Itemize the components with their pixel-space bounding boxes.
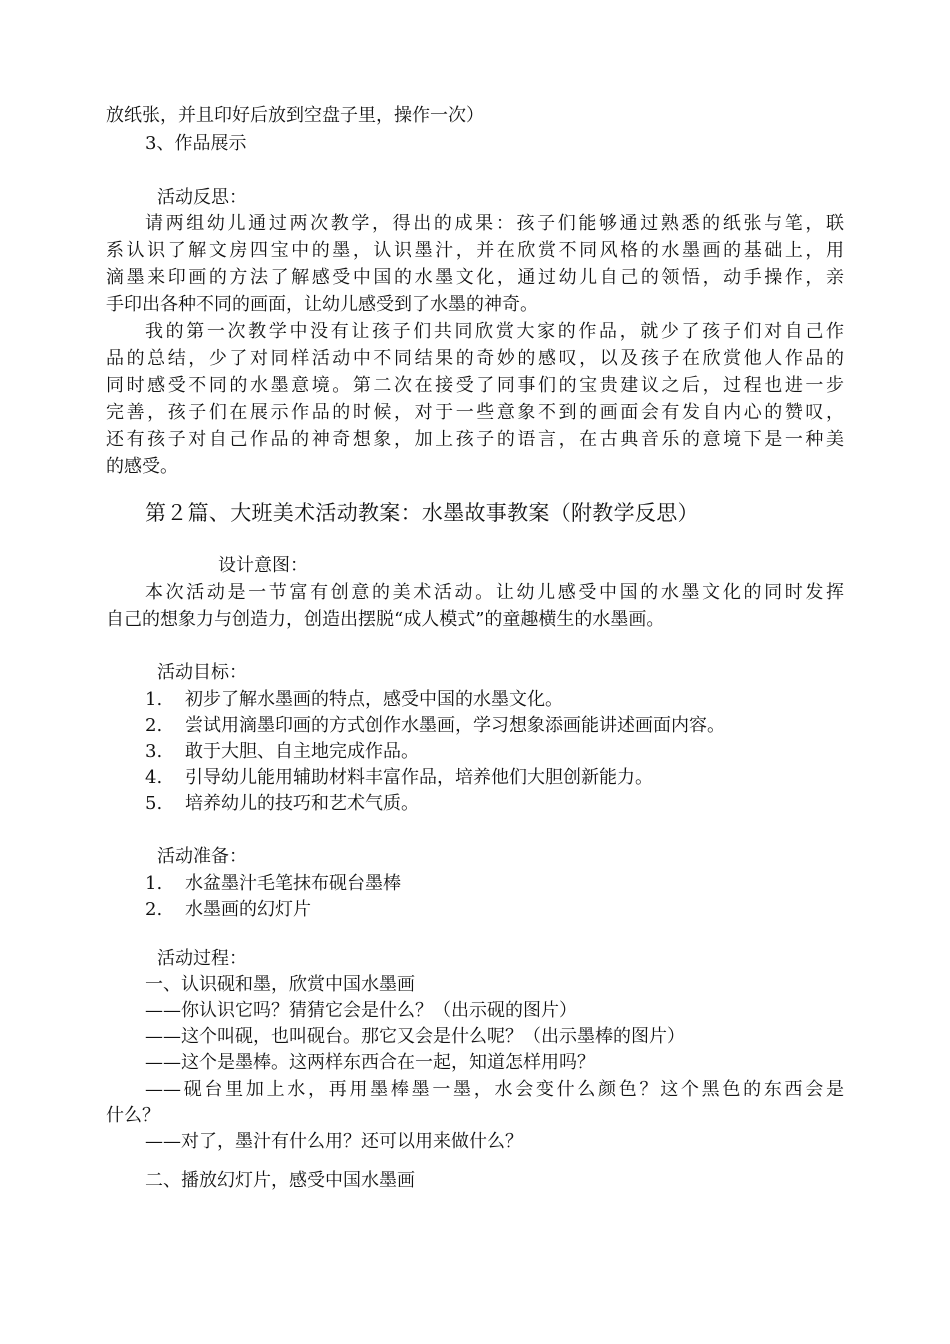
goal-text: 尝试用滴墨印画的方式创作水墨画，学习想象添画能讲述画面内容。	[185, 715, 725, 736]
goal-text: 初步了解水墨画的特点，感受中国的水墨文化。	[185, 689, 563, 710]
goal-number: 5.	[145, 793, 163, 814]
reflection-p1-line: 滴墨来印画的方法了解感受中国的水墨文化，通过幼儿自己的领悟，动手操作，亲	[106, 267, 844, 288]
goal-number: 1.	[145, 689, 163, 710]
design-heading: 设计意图：	[218, 555, 308, 576]
goal-item	[145, 687, 563, 713]
reflection-p1-line: 手印出各种不同的画面，让幼儿感受到了水墨的神奇。	[106, 294, 538, 315]
article-title: 第２篇、大班美术活动教案：水墨故事教案（附教学反思）	[145, 501, 699, 525]
goal-item	[145, 765, 653, 791]
prep-heading: 活动准备：	[157, 846, 247, 867]
goal-text: 引导幼儿能用辅助材料丰富作品，培养他们大胆创新能力。	[185, 767, 653, 788]
prep-number: 2.	[145, 899, 163, 920]
design-text-line: 自己的想象力与创造力，创造出摆脱“成人模式”的童趣横生的水墨画。	[106, 609, 665, 630]
goal-text: 敢于大胆、自主地完成作品。	[185, 741, 419, 762]
step-3-label: 3、作品展示	[145, 133, 247, 154]
prep-text: 水墨画的幻灯片	[185, 899, 311, 920]
design-text-line: 本次活动是一节富有创意的美术活动。让幼儿感受中国的水墨文化的同时发挥	[145, 582, 844, 603]
reflection-heading: 活动反思：	[157, 187, 247, 208]
goal-text: 培养幼儿的技巧和艺术气质。	[185, 793, 419, 814]
process-line: 什么？	[106, 1105, 160, 1126]
process-line: ——这个是墨棒。这两样东西合在一起，知道怎样用吗？	[145, 1052, 595, 1073]
reflection-p1-line: 请两组幼儿通过两次教学，得出的成果：孩子们能够通过熟悉的纸张与笔，联	[145, 213, 844, 234]
reflection-p2-line: 我的第一次教学中没有让孩子们共同欣赏大家的作品，就少了孩子们对自己作	[145, 321, 844, 342]
paragraph-continued-line: 放纸张，并且印好后放到空盘子里，操作一次）	[106, 105, 484, 126]
prep-item	[145, 897, 311, 923]
reflection-p2-line: 的感受。	[106, 456, 178, 477]
goals-heading: 活动目标：	[157, 662, 247, 683]
reflection-p2-line: 同时感受不同的水墨意境。第二次在接受了同事们的宝贵建议之后，过程也进一步	[106, 375, 844, 396]
process-line: ——砚台里加上水，再用墨棒墨一墨，水会变什么颜色？这个黑色的东西会是	[145, 1079, 844, 1100]
prep-number: 1.	[145, 873, 163, 894]
goal-number: 3.	[145, 741, 163, 762]
reflection-p2-line: 品的总结，少了对同样活动中不同结果的奇妙的感叹，以及孩子在欣赏他人作品的	[106, 348, 844, 369]
process-section-2: 二、播放幻灯片，感受中国水墨画	[145, 1170, 415, 1191]
prep-item	[145, 871, 401, 897]
process-section-1: 一、认识砚和墨，欣赏中国水墨画	[145, 974, 415, 995]
goal-number: 2.	[145, 715, 163, 736]
goal-number: 4.	[145, 767, 163, 788]
goal-item	[145, 739, 419, 765]
goal-item	[145, 713, 725, 739]
process-line: ——你认识它吗？猜猜它会是什么？（出示砚的图片）	[145, 1000, 577, 1021]
reflection-p2-line: 还有孩子对自己作品的神奇想象，加上孩子的语言，在古典音乐的意境下是一种美	[106, 429, 844, 450]
process-heading: 活动过程：	[157, 948, 247, 969]
goal-item	[145, 791, 419, 817]
process-line: ——这个叫砚，也叫砚台。那它又会是什么呢？（出示墨棒的图片）	[145, 1026, 685, 1047]
process-line: ——对了，墨汁有什么用？还可以用来做什么？	[145, 1131, 523, 1152]
prep-text: 水盆墨汁毛笔抹布砚台墨棒	[185, 873, 401, 894]
reflection-p1-line: 系认识了解文房四宝中的墨，认识墨汁，并在欣赏不同风格的水墨画的基础上，用	[106, 240, 844, 261]
reflection-p2-line: 完善，孩子们在展示作品的时候，对于一些意象不到的画面会有发自内心的赞叹，	[106, 402, 844, 423]
